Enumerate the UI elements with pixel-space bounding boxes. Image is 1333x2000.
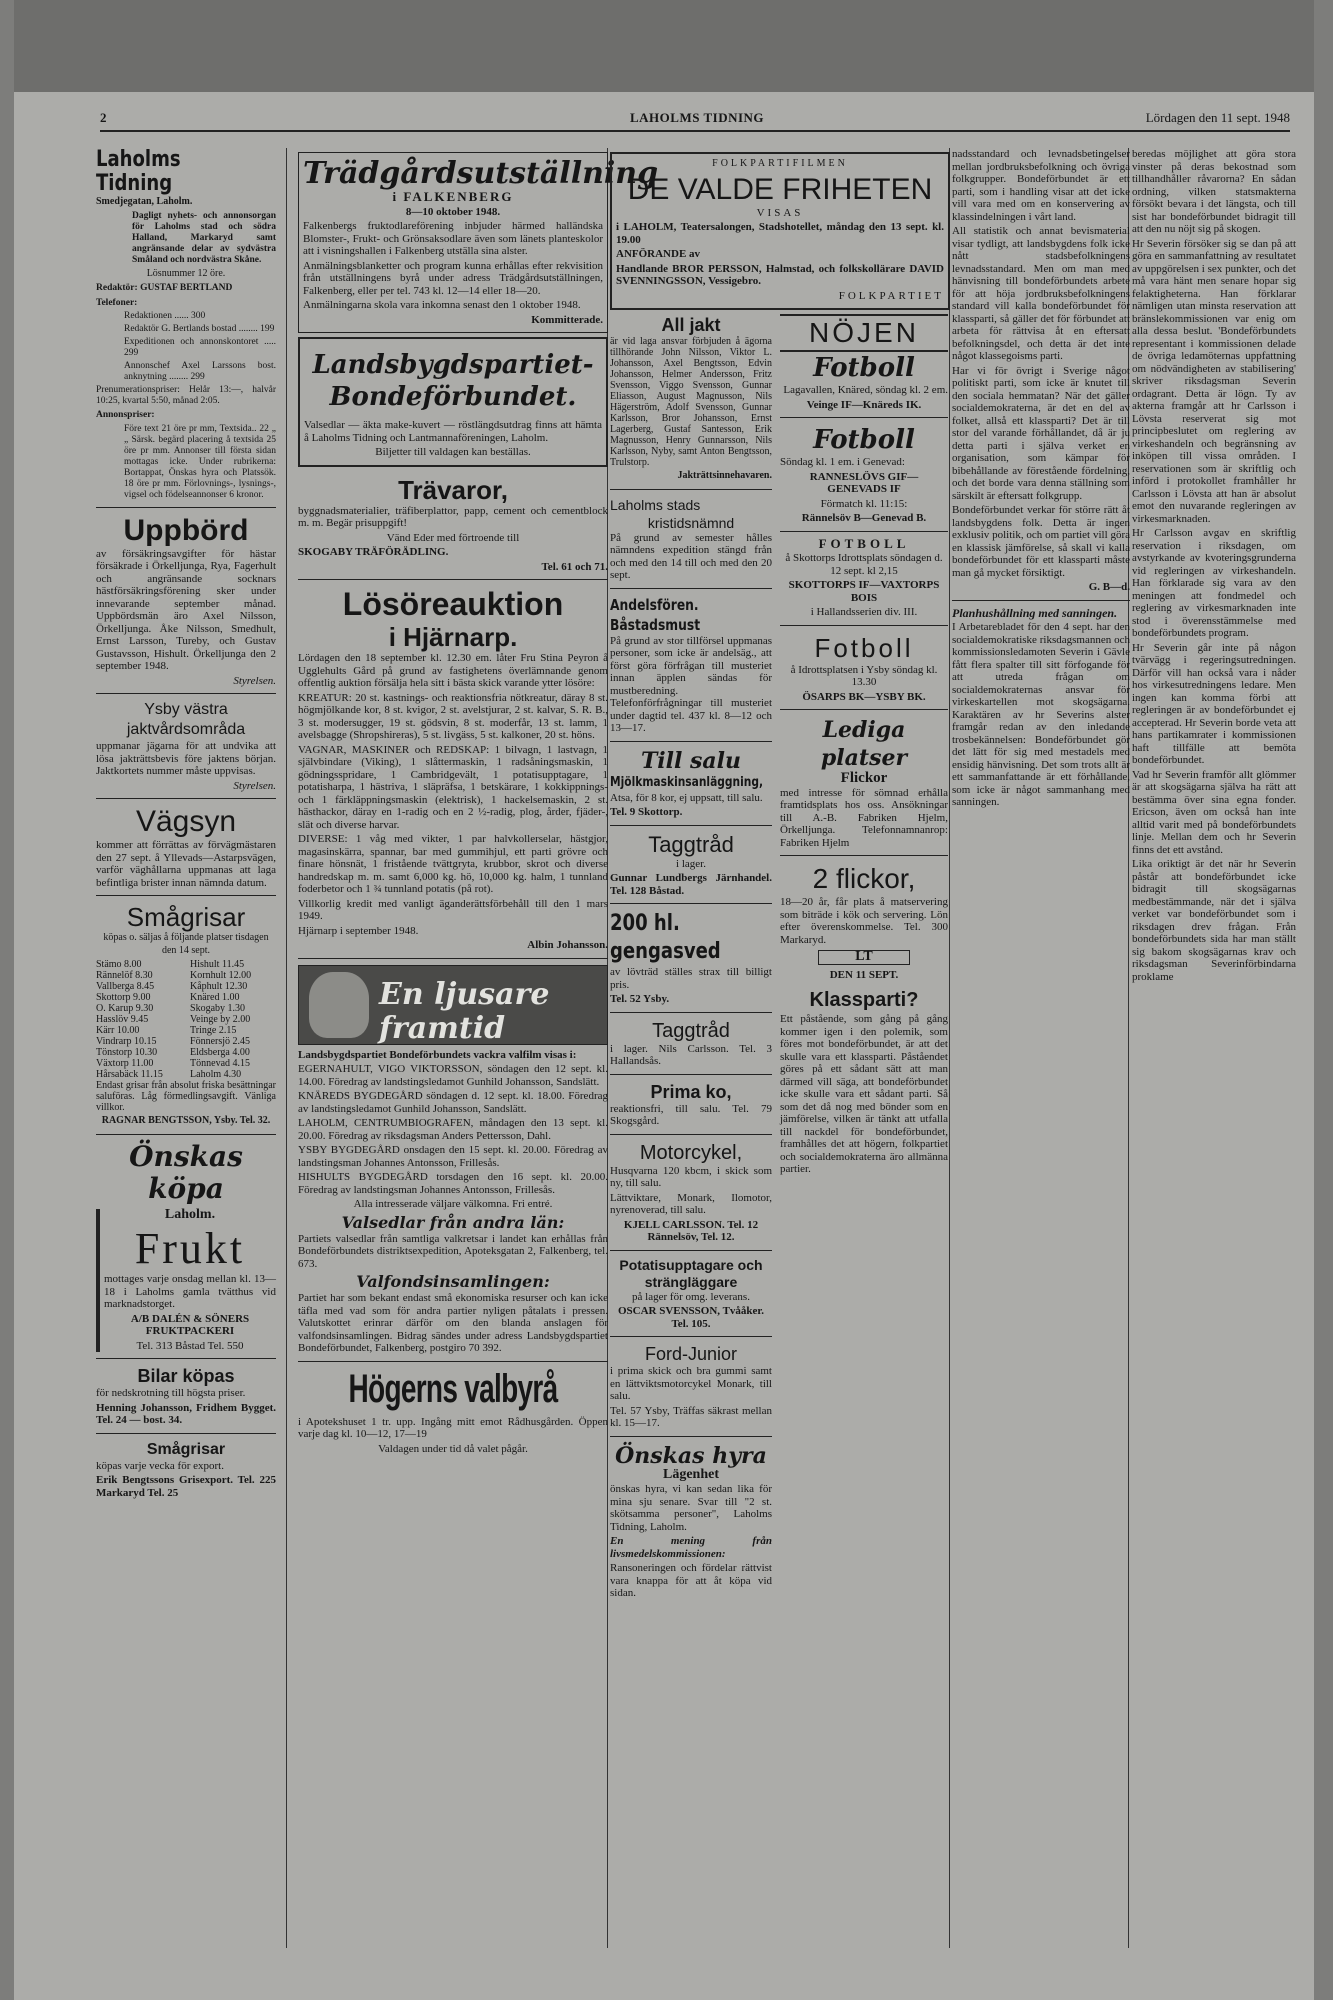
col3-right — [780, 314, 948, 1602]
page-number: 2 — [100, 110, 107, 125]
alljakt-title: All jakt — [661, 315, 721, 335]
kristid-title1: Laholms stads — [610, 496, 701, 513]
framtid-invite: Alla intresserade väljare välkomna. Fri entré. — [353, 1198, 553, 1210]
valfond-text: Partiet har som bekant endast små ekonomiska resurser och kan icke täfla med vad som för andra partier nyligen påtalats i pressen. Valutskottet erinrar därför om den blanda anslagen för valfondsinsamlingen. Bidrag sändes under adress Landsbygdspartiet Bondeförbundet, Falkenberg, postgiro 70 392. — [298, 1292, 608, 1354]
losore-text: Lördagen den 18 september kl. 12.30 em. låter Fru Stina Peyron å Ugglehults Gård på grund av fastighetens överlämnande genom offentlig auktion försälja hela sitt i bästa skick varande ytter lösöre: — [298, 652, 608, 689]
ad-prices: Före text 21 öre pr mm, Textsida.. 22 „ „ Särsk. begärd placering å textsida 25 öre pr mm. Annonser till första sidan mottagas icke. Under rubrikerna: Bortappat, Önskas hyra och Platssök. 18 öre pr mm. Förlovnings-, lysnings-, vigsel och födelseannonser 6 kronor. — [124, 423, 276, 500]
landsbygd-text: Valsedlar — äkta make-kuvert — röstlängdsutdrag finns att hämta å Laholms Tidning och Lantmannaföreningen, Laholm. — [304, 419, 602, 444]
ford-sign: Tel. 57 Ysby, Träffas säkrast mellan kl. 15—17. — [610, 1404, 772, 1429]
portrait-image — [309, 972, 369, 1038]
masthead-editor: Redaktör: GUSTAF BERTLAND — [96, 283, 233, 293]
column-3 — [610, 148, 950, 1948]
schedule-cell: O. Karup 9.30 — [96, 1003, 154, 1014]
onskas-hyra-sub: Lägenhet — [663, 1466, 719, 1482]
landsbygd-foot: Biljetter till valdagen kan beställas. — [375, 446, 531, 458]
folkparti-label: FOLKPARTIFILMEN — [712, 158, 848, 169]
ysby-title: Ysby västra jaktvårdsområda — [126, 701, 246, 738]
folkparti-speakers: Handlande BROR PERSSON, Halmstad, och folkskollärare DAVID SVENNINGSSON, Vessigebro. — [616, 262, 944, 287]
schedule-cell: Skogaby 1.30 — [190, 1003, 246, 1014]
tillsalu-sign: Tel. 9 Skottorp. — [610, 806, 683, 818]
andelsforen-title: Andelsfören. Båstadsmust — [610, 595, 701, 634]
col5-text2: Hr Severin försöker sig se dan på att göra en sammanfattning av resultatet av uppgörelsen i sex punkter, och det må vara hänt men senare hopar sig felaktigheterna. Han förklarar nämligen utan minsta reservation att bränslekommissionen var enig om alla dessa beslut. 'Bondeförbundets representant i kommissionen delade de övriga ledamöternas uppfattning om nödvändigheten av stabilisering' skriver riksdagsman Severin ordagrant. Detta är lögn. Ty av akterna framgår att hr Carlsson i Lövsta reserverat sig mot principbeslutet om reglering av virkeshandeln och begränsning av inköpen till vissa områden. I reservationen som är skriftlig och införd i protokollet framhåller hr Carlsson i Lövsta att han är absolut emot den nuvarande regleringen av virkesmarknaden. — [1132, 237, 1296, 525]
klassparti-title: Klassparti? — [809, 989, 919, 1011]
tradgard-date: 8—10 oktober 1948. — [405, 205, 501, 218]
paper-name: LAHOLMS TIDNING — [630, 110, 765, 125]
smagrisar-text: köpas o. säljas å följande platser tisdagen den 14 sept. — [103, 932, 269, 956]
andelsforen-text: På grund av stor tillförsel uppmanas personer, som icke är andelsäg., att först göra förfrågan till musteriet innan äpplen sändas för mustberedning. Telefonförfrågningar till musteriet under dagtid tel. 437 kl. 8—12 och 13—17. — [610, 634, 772, 734]
taggtrad1-title: Taggtråd — [648, 831, 734, 857]
schedule-cell: Hishult 11.45 — [190, 959, 245, 970]
schedule-cell: Skottorp 9.00 — [96, 992, 151, 1003]
framtid-item: EGERNAHULT, VIGO VIKTORSSON, söndagen den 12 sept. kl. 14.00. Föredrag av landstingsledamot Gunhild Johansson, Sandslätt. — [298, 1063, 608, 1088]
motorcykel-title: Motorcykel, — [639, 1141, 743, 1164]
potatis-sign: OSCAR SVENSSON, Tvååker. Tel. 105. — [617, 1305, 765, 1330]
bilar-sign: Henning Johansson, Fridhem Bygget. Tel. 24 — bost. 34. — [96, 1401, 276, 1426]
col5-text4: Hr Severin går inte på någon tvärvägg i regeringsutredningen. Därför vill han också vara i nåder hos virkesutredningens ledare. Men ingen kan komma förbi att regleringen är av bondeförbundet ej accepterad. Hr Severin borde veta att hans partikamrater i kommissionen haft tillfälle att bemöta bondeförbundet. — [1132, 641, 1296, 766]
ensam-title: En mening från livsmedelskommissionen: — [610, 1535, 772, 1560]
travaror-text: byggnadsmaterialier, träfiberplattor, papp, cement och cementblock m. m. Begär prisuppgift! — [298, 504, 608, 529]
framtid-item: KNÄREDS BYGDEGÅRD söndagen d. 12 sept. kl. 18.00. Föredrag av landstingsledamot Gunhild Johansson, Sandslätt. — [298, 1090, 608, 1115]
tradgard-sign: Kommitterade. — [531, 313, 603, 326]
gengas-text: av lövträd ställes strax till billigt pris. — [610, 966, 772, 991]
schedule-cell: Rännelöf 8.30 — [96, 970, 153, 981]
onskas-kopa-text: mottages varje onsdag mellan kl. 13—18 i Laholms gamla tvätthus vid marknadstorget. — [104, 1273, 276, 1310]
tillsalu-text: Atsa, för 8 kor, ej uppsatt, till salu. — [610, 791, 763, 804]
column-1 — [96, 148, 276, 1948]
schedule-row — [96, 1025, 276, 1036]
schedule-cell: Växtorp 11.00 — [96, 1058, 154, 1069]
losore-title2: i Hjärnarp. — [388, 622, 518, 652]
phones-head: Telefoner: — [96, 297, 138, 308]
taggtrad2-text: i lager. Nils Carlsson. Tel. 3 Hallandsås. — [610, 1042, 772, 1067]
losore-villkor: Villkorlig kredit med vanligt äganderättsförbehåll till den 1 mars 1949. — [298, 897, 608, 922]
landsbygd-title2: Bondeförbundet. — [329, 382, 577, 412]
col5-text5: Vad hr Severin framför allt glömmer är att skogsägarna själva ha rätt att bestämma över sina egna fonder. Ericson, även om också han inte alltid varit med på bondeförbundets linje. Mellan dem och hr Severin finns det ett avstånd. — [1132, 768, 1296, 856]
onskas-kopa-title: Önskas köpa — [129, 1139, 243, 1205]
schedule-cell: Fönnersjö 2.45 — [190, 1036, 251, 1047]
hogerns-text: i Apotekshuset 1 tr. upp. Ingång mitt emot Rådhusgården. Öppen varje dag kl. 10—12, 17—19 — [298, 1415, 608, 1440]
schedule-row — [96, 1047, 276, 1058]
phone-line: Annonschef Axel Larssons bost. anknytning ........ 299 — [124, 361, 276, 382]
gengas-title: 200 hl. gengasved — [610, 911, 721, 964]
bilar-text: för nedskrotning till högsta priser. — [96, 1387, 246, 1399]
smagrisar-schedule — [96, 959, 276, 1080]
tradgard-sub: i FALKENBERG — [392, 189, 514, 204]
schedule-cell: Kornhult 12.00 — [190, 970, 252, 981]
framtid-caption: Landsbygdspartiet Bondeförbundets vackra valfilm visas i: — [298, 1048, 577, 1061]
smagrisar-sign: RAGNAR BENGTSSON, Ysby. Tel. 32. — [101, 1115, 271, 1126]
schedule-cell: Laholm 4.30 — [190, 1069, 242, 1080]
tradgard-title: Trädgårdsutställning — [303, 156, 659, 191]
plan-title: Planhushållning med sanningen. — [952, 605, 1118, 620]
col4-text1: nadsstandard och levnadsbetingelser mellan jordbruksbefolkning och övriga folkgrupper. Bondeförbundet är ett parti, som i handling visar att det icke vill vara med om en konservering av klassindelningen i vårt land. — [952, 148, 1130, 223]
folkparti-anf: ANFÖRANDE av — [616, 248, 701, 260]
tradgard-text3: Anmälningarna skola vara inkomna senast den 1 oktober 1948. — [303, 299, 581, 311]
hogerns-title: Högerns valbyrå — [348, 1366, 558, 1411]
folkparti-text: i LAHOLM, Teatersalongen, Stadshotellet, måndag den 13 sept. kl. 19.00 — [616, 221, 944, 246]
masthead-title: Laholms Tidning — [96, 147, 181, 196]
flickor-title: 2 flickor, — [812, 863, 916, 894]
schedule-row — [96, 1036, 276, 1047]
losore-title1: Lösöreauktion — [342, 586, 564, 622]
schedule-cell: Kärr 10.00 — [96, 1025, 140, 1036]
onskas-hyra-title: Önskas hyra — [615, 1442, 767, 1469]
framtid-item: HISHULTS BYGDEGÅRD torsdagen den 16 sept. kl. 20.00. Föredrag av landstingsman Johannes Antonsson, Frillesås. — [298, 1171, 608, 1196]
tillsalu-title: Till salu — [640, 747, 742, 774]
schedule-cell: Tringe 2.15 — [190, 1025, 237, 1036]
bilar-title: Bilar köpas — [137, 1366, 235, 1386]
schedule-row — [96, 1069, 276, 1080]
schedule-row — [96, 992, 276, 1003]
motorcykel-sign: KJELL CARLSSON. Tel. 12 Rännelsöv, Tel. 12. — [623, 1218, 759, 1243]
phone-line: Redaktör G. Bertlands bostad ........ 199 — [124, 324, 275, 334]
smagrisar2-title: Smågrisar — [146, 1440, 226, 1458]
column-4 — [952, 148, 1130, 1948]
folkparti-party: FOLKPARTIET — [838, 289, 944, 302]
taggtrad2-title: Taggtråd — [652, 1019, 730, 1042]
schedule-cell: Stämo 8.00 — [96, 959, 142, 970]
uppbord-title: Uppbörd — [123, 513, 249, 547]
primako-text: reaktionsfri, till salu. Tel. 79 Skogsgård. — [610, 1102, 772, 1127]
fotboll4-teams: ÖSARPS BK—YSBY BK. — [802, 690, 926, 703]
smagrisar-note: Endast grisar från absolut friska besättningar saluföras. Låg förmedlingsavgift. Vänliga villkor. — [96, 1080, 276, 1113]
valsedlar-text: Partiets valsedlar från samtliga valkretsar i landet kan erhållas från Bondeförbundets distriktsexpedition, Apoteksgatan 2, Falkenberg, tel. 673. — [298, 1232, 608, 1270]
onskas-kopa-place: Laholm. — [164, 1206, 216, 1222]
tradgard-text2: Anmälningsblanketter och program kunna erhållas efter rekvisition från utställningens byrå under adress Trädgårdsutställningen, Falkenberg, eller per tel. 743 kl. 12—14 eller 18—20. — [303, 259, 603, 297]
col4-text2: All statistik och annat bevismaterial visar tydligt, att landsbygdens folk icke nått stadsbefolkningens levnadsstandard. Men om man med hänvisning till bondeförbundets arbete för att höja jordbruksbefolkningens standard vill kalla bondeförbundet för klassparti, så gäller det för förbundet att arbeta för rättvisa åt en eftersatt befolkningsdel, och detta är det inte något klassegoisms parti. — [952, 225, 1130, 362]
fotboll3-teams: SKOTTORPS IF—VAXTORPS BOIS — [788, 579, 940, 604]
taggtrad1-sign: Gunnar Lundbergs Järnhandel. Tel. 128 Båstad. — [610, 872, 772, 897]
masthead-address: Smedjegatan, Laholm. — [96, 196, 193, 207]
schedule-cell: Hårsabäck 11.15 — [96, 1069, 163, 1080]
col5-text6: Lika oriktigt är det när hr Severin påstår att bondeförbundet icke bidragit till skogsägarnas medbestämmande, när det i själva verket var bondeförbundet som i riksdagen drev frågan. Från bondeförbundets sida har man ställt sig bakom skogsägarnas krav och riksdagsman Severinförbindarna proklame — [1132, 858, 1296, 983]
folkparti-title: DE VALDE FRIHETEN — [627, 172, 933, 206]
newspaper-page — [14, 0, 1314, 2000]
tradgard-text1: Falkenbergs fruktodlareförening inbjuder härmed halländska Blomster-, Frukt- och Grönsaksodlare även som länets planteskolor att i visningshallen i Falkenberg utställa sina alster. — [303, 220, 603, 257]
fotboll3-text: å Skottorps Idrottsplats söndagen d. 12 sept. kl 2,15 — [785, 552, 943, 577]
plan-text: I Arbetarebladet för den 4 sept. har den socialdemokratiske riksdagsmannen och kommissionsledamoten Severin i Gävle fått flera spalter till sitt förfogande för att utreda frågan om socialdemokraternas ansvar för virkeskartellen mot skogsägarna. Karaktären av hr Severins alster framgår redan av den inledande trosbekännelsen: Bondeförbundet gör det lätt för sig med mestadels med ensidig hänvisning. Det som trots allt är ett sammanfattande är ett förhållande, som icke är något sammanhang med sanningen. — [952, 621, 1130, 808]
phone-line: Expeditionen och annonskontoret ..... 299 — [124, 337, 276, 358]
klassparti-text: Ett påstående, som gång på gång kommer igen i den polemik, som föres mot bondeförbundet, är att det skulle vara ett klassparti. Påståendet göres på ett sådant sätt att man därmed vill säga, att bondeförbundet icke skulle vara ett sådant parti. Så som det då nog med bönder som en jämförelse, vilken är tänkt att utfalla till nackdel för bondeförbundet, framhålles det att högern, folkpartiet och socialdemokraterna äro allmänna partier. — [780, 1013, 948, 1175]
hogerns-foot: Valdagen under tid då valet pågår. — [378, 1442, 528, 1455]
fotboll2-teams: RANNESLÖVS GIF—GENEVADS IF — [809, 470, 919, 495]
motorcykel-sub: Lättviktare, Monark, Ilomotor, nyrenoverad, till salu. — [610, 1191, 772, 1216]
col5-text1: beredas möjlighet att göra stora vinster på deras bekostnad som tillhandhåller råvarorna? En sådan ordning, vilken statsmakterna försökt bevara i det längsta, och till sist har bondeförbundet bidragit till att den nu nöjt sig på skogen. — [1132, 148, 1296, 235]
schedule-row — [96, 1058, 276, 1069]
schedule-cell: Eldsberga 4.00 — [190, 1047, 250, 1058]
column-5 — [1132, 148, 1296, 1948]
schedule-cell: Knäred 1.00 — [190, 992, 240, 1003]
lediga-title: Lediga platser — [820, 717, 908, 771]
alljakt-sign: Jakträttsinnehavaren. — [677, 470, 772, 481]
issue-date: Lördagen den 11 sept. 1948 — [1145, 110, 1290, 125]
schedule-cell: Veinge by 2.00 — [190, 1014, 251, 1025]
schedule-cell: Vindrarp 10.15 — [96, 1036, 157, 1047]
fotboll2-match: Rännelsöv B—Genevad B. — [801, 512, 927, 524]
masthead-price: Lösnummer 12 öre. — [146, 267, 226, 279]
onskas-kopa-item: Frukt — [134, 1224, 246, 1273]
fotboll2-title: Fotboll — [813, 425, 915, 455]
smagrisar2-text: köpas varje vecka för export. — [96, 1459, 224, 1472]
subscription-prices: Prenumerationspriser: Helår 13:—, halvår 10:25, kvartal 5:50, månad 2:05. — [96, 385, 276, 406]
col5-text3: Hr Carlsson avgav en skriftlig reservation i riksdagen, om avstyrkande av kvoteringsgrunderna vid regleringen av virkeshandeln. Han förklarade sig vara av den meningen att fondmedel och reglering av virkesmarknaden inte stod i överensstämmelse med bondeförbundets program. — [1132, 527, 1296, 639]
schedule-cell: Kåphult 12.30 — [190, 981, 248, 992]
travaror-title: Trävaror, — [398, 474, 508, 505]
schedule-row — [96, 959, 276, 970]
fotboll3-label: FOTBOLL — [818, 535, 910, 551]
ysby-sign: Styrelsen. — [233, 779, 276, 792]
col4-text3: Har vi för övrigt i Sverige något politiskt parti, som icke är knutet till den sociala hemmatan? När det gäller socialdemokraterna, är det en del av folket, allså ett klassparti? Det är till stor del varande förhållandet, då är ju detta parti i själva verket en organisation, som kämpar för bibehållande av förestående fördelning, och det borde vara denna ställning som särskilt är eftersatt folkgrupp. — [952, 364, 1130, 502]
losore-diverse: DIVERSE: 1 våg med vikter, 1 par halvkollerselar, hästgjor, magasinskärra, spannar, bar med gummihjul, ett parti grövre och finare hönsnät, 1 fristående tvättgryta, krubbor, skrot och diverse handredskap m. m. samt 6,000 kg. hö, 10,000 kg. halm, 1 tunnland foderbetor och 1 ¾ tunnland potatis (på rot). — [298, 833, 608, 895]
alljakt-text: är vid laga ansvar förbjuden å ägorna tillhörande John Nilsson, Viktor L. Johansson, Axel Bengtsson, Edvin Johansson, Helmer Andersson, Fritz Svensson, Viggo Svensson, Gunnar Eliasson, August Magnusson, Nils Hägerström, Adolf Svensson, Gunnar Karlsson, Bror Johansson, Ernst Lagerberg, Gustaf Santesson, Erik Magnusson, Henry Gunnarsson, Nils Karlsson, Nyby, samt Anton Bengtsson, Trulstorp. — [610, 336, 772, 468]
taggtrad1-sub: i lager. — [676, 857, 706, 870]
fotboll2-text: Söndag kl. 1 em. i Genevad: — [780, 456, 905, 468]
vagsyn-title: Vägsyn — [135, 805, 237, 838]
travaror-sub: Vänd Eder med förtroende till — [386, 531, 520, 544]
schedule-cell: Tönstorp 10.30 — [96, 1047, 158, 1058]
framtid-item: LAHOLM, CENTRUMBIOGRAFEN, måndagen den 13 sept. kl. 20.00. Föredrag av riksdagsman Anders Pettersson, Dahl. — [298, 1117, 608, 1142]
col4-text4: Bondeförbundet verkar för större rätt åt landsbygdens folk. Detta är ingen exklusiv politik, och om partiet vill göra en klassisk jämförelse, så skall vi kalla bondeförbundet för ett klassparti måste man gå mycket försiktigt. — [952, 504, 1130, 579]
onskas-kopa-firm: A/B DALÉN & SÖNERS FRUKTPACKERI — [130, 1312, 250, 1337]
primako-title: Prima ko, — [650, 1081, 732, 1102]
page-header — [100, 110, 1290, 132]
flickor-text: 18—20 år, får plats å matservering som biträde i kök och servering. Lön efter överenskommelse. Tel. 300 Markaryd. — [780, 896, 948, 946]
losore-sign: Albin Johansson. — [527, 939, 608, 951]
valsedlar-title: Valsedlar från andra län: — [341, 1212, 565, 1232]
nojen-title: NÖJEN — [780, 314, 948, 352]
fotboll2-time: Förmatch kl. 11:15: — [820, 497, 908, 510]
fotboll1-text: Lagavallen, Knäred, söndag kl. 2 em. — [783, 384, 948, 396]
losore-kreatur: KREATUR: 20 st. kastnings- och reaktionsfria nötkreatur, däray 8 st. högmjölkande kor, 8 st. kvigor, 2 st. avelstjurar, 2 st. kalvar, S. R. B., 3 st. modersugger, 19 st. gödsvin, 8 st. moderfår, 13 st. lamm, 1 avelsbagge (Shropshireras), 5 st. livgäss, 5 st. kalkoner, 20 st. höns. — [298, 691, 608, 741]
ford-text: i prima skick och bra gummi samt en lättviktsmotorcykel Monark, till salu. — [610, 1365, 772, 1402]
smagrisar-title: Smågrisar — [126, 902, 246, 932]
lediga-sub: Flickor — [840, 770, 888, 786]
travaror-firm: SKOGABY TRÄFÖRÄDLING. — [298, 546, 449, 558]
col3-left — [610, 314, 772, 1602]
framtid-script: En ljusare framtid — [379, 976, 550, 1046]
uppbord-sign: Styrelsen. — [233, 674, 276, 687]
losore-vagnar: VAGNAR, MASKINER och REDSKAP: 1 bilvagn, 1 lastvagn, 1 självbindare (Viking), 1 slåttermaskin, 1 radsåningsmaskin, 1 gödningsspridare, 1 Cambridgevält, 1 potatisupptagare, 1 potatisharpa, 1 hästriva, 1 släpräfsa, 1 betskärare, 1 kokkippnings- och 1 färkläppningsmaskin (elektrisk), 1 hackelsemaskin, 2 st. hästhackor, däray en 1-radig och en 2 ½-radig, plog, årder, fjäder-, slät och diverse harvar. — [298, 743, 608, 831]
losore-date: Hjärnarp i september 1948. — [298, 924, 419, 937]
fotboll4-text: å Idrottsplatsen i Ysby söndag kl. 13.30 — [790, 663, 938, 688]
fotboll3-league: i Hallandsserien div. III. — [810, 606, 918, 618]
column-rule — [286, 148, 287, 1948]
ysby-text: uppmanar jägarna för att undvika att lösa jakträttsbevis före jaktens början. Jaktkortets nummer måste uppvisas. — [96, 740, 276, 777]
schedule-row — [96, 981, 276, 992]
lediga-text: med intresse för sömnad erhålla framtidsplats hos oss. Ansökningar till A.-B. Fabriken Hjelm, Örkelljunga. Telefonnamnanrop: Fabriken Hjelm — [780, 786, 948, 849]
phone-line: Redaktionen ...... 300 — [124, 311, 206, 321]
vagsyn-text: kommer att förrättas av förvägmästaren den 27 sept. å Yllevads—Astarpsvägen, varför väghållarna uppmanas att laga befintliga brister innan nämnda datum. — [96, 839, 276, 889]
onskas-kopa-tel: Tel. 313 Båstad Tel. 550 — [136, 1339, 244, 1352]
potatis-text: på lager för omg. leverans. — [632, 1290, 750, 1303]
fotboll1-match: Veinge IF—Knäreds IK. — [806, 398, 922, 411]
lt-badge: LT — [818, 950, 910, 965]
schedule-row — [96, 1003, 276, 1014]
uppbord-text: av försäkringsavgifter för hästar försäkrade i Örkelljunga, Rya, Fagerhult och angränsande socknars hästförsäkringsförening sker under innevarande september månad. Uppbördsmän äro Axel Nilsson, Örkelljunga. Åke Nilsson, Smedhult, Ernst Larsson, Tureby, och Gustav Gustavsson, Hishult. Örkelljunga den 2 september 1948. — [96, 547, 276, 672]
lt-date: DEN 11 SEPT. — [829, 968, 899, 981]
framtid-item: YSBY BYGDEGÅRD onsdagen den 15 sept. kl. 20.00. Föredrag av landstingsman Johannes Antonsson, Frillesås. — [298, 1144, 608, 1169]
schedule-cell: Tönnevad 4.15 — [190, 1058, 251, 1069]
ad-prices-head: Annonspriser: — [96, 410, 155, 420]
ensam-text: Ransoneringen och fördelar rättvist vara knappa för att åt köpa vid sidan. — [610, 1562, 772, 1599]
motorcykel-text: Husqvarna 120 kbcm, i skick som ny, till salu. — [610, 1164, 772, 1189]
schedule-row — [96, 970, 276, 981]
folkparti-visas: VISAS — [756, 206, 804, 219]
tillsalu-sub: Mjölkmaskinsanläggning, — [610, 774, 764, 790]
potatis-title: Potatisupptagare och strängläggare — [619, 1256, 763, 1290]
travaror-tel: Tel. 61 och 71. — [541, 560, 608, 573]
masthead-desc: Dagligt nyhets- och annonsorgan för Laholms stad och södra Halland, Markaryd samt angränsande delar av sydvästra Småland och nordvästra Skåne. — [132, 210, 276, 265]
schedule-row — [96, 1014, 276, 1025]
kristid-text: På grund av semester hålles nämndens expedition stängd från och med den 14 till och med den 20 sept. — [610, 531, 772, 581]
valfond-title: Valfondsinsamlingen: — [356, 1272, 550, 1291]
col4-sign: G. B—d. — [1088, 581, 1130, 593]
smagrisar2-sign: Erik Bengtssons Grisexport. Tel. 225 Markaryd Tel. 25 — [96, 1474, 276, 1499]
gengas-tel: Tel. 52 Ysby. — [610, 993, 670, 1005]
framtid-banner-photo — [298, 965, 608, 1045]
fotboll1-title: Fotboll — [813, 353, 915, 383]
ford-title: Ford-Junior — [644, 1344, 738, 1364]
landsbygd-title1: Landsbygdspartiet- — [312, 350, 594, 380]
onskas-hyra-text: önskas hyra, vi kan sedan lika för mina sju senare. Svar till "2 st. skötsamma personer", Laholms Tidning, Laholm. — [610, 1483, 772, 1533]
fotboll4-title: Fotboll — [814, 632, 914, 663]
schedule-cell: Vallberga 8.45 — [96, 981, 155, 992]
schedule-cell: Hasslöv 9.45 — [96, 1014, 149, 1025]
kristid-title2: kristidsnämnd — [647, 514, 735, 531]
